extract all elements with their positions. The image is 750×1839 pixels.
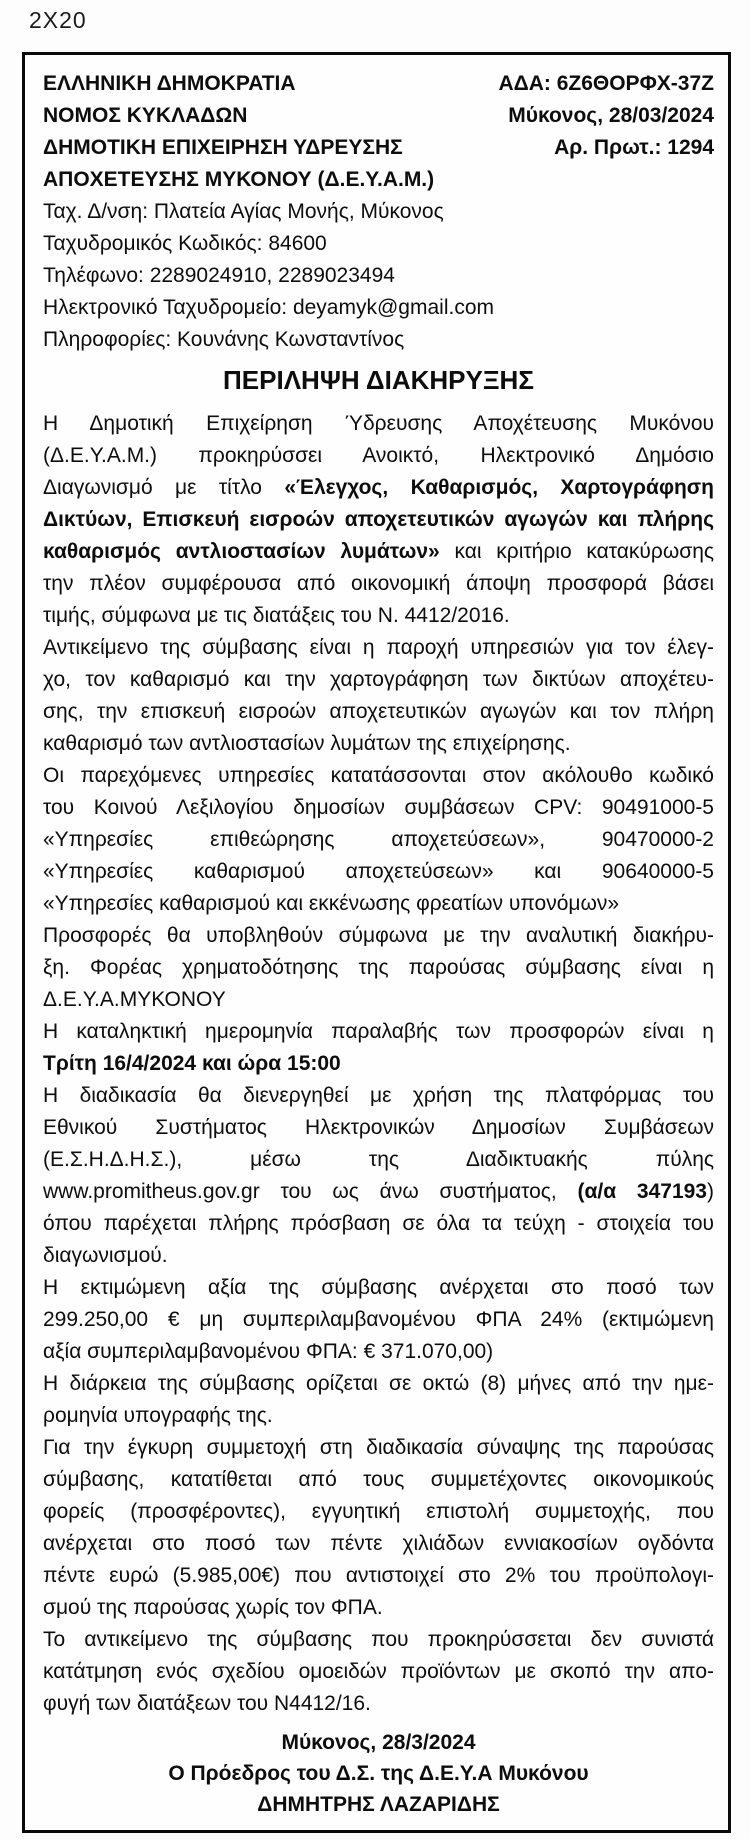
document-title: ΠΕΡΙΛΗΨΗ ΔΙΑΚΗΡΥΞΗΣ <box>223 365 534 395</box>
text-segment: Η καταληκτική ημερομηνία παραλαβής των προσφορών είναι η <box>43 1020 714 1043</box>
body-line <box>43 792 714 824</box>
document-body <box>43 408 714 1720</box>
text-segment: Η εκτιμώμενη αξία της σύμβασης ανέρχεται στο ποσό των <box>43 1276 714 1299</box>
body-line <box>43 1272 714 1304</box>
body-line <box>43 1112 714 1144</box>
body-line <box>43 568 714 600</box>
contact-line: Ταχυδρομικός Κωδικός: 84600 <box>43 232 327 255</box>
closing-line: Ο Πρόεδρος του Δ.Σ. της Δ.Ε.Υ.Α Μυκόνου <box>168 1762 589 1785</box>
text-segment: διαγωνισμού. <box>43 1244 168 1267</box>
text-segment: Δικτύων, Επισκευή εισροών αποχετευτικών αγωγών και πλήρης <box>43 508 714 531</box>
text-segment: Η διάρκεια της σύμβασης ορίζεται σε οκτώ (8) μήνες από την ημε- <box>43 1372 714 1395</box>
text-segment: αξία συμπεριλαμβανομένου ΦΠΑ: € 371.070,00) <box>43 1340 494 1363</box>
text-segment: ανέρχεται στο ποσό των πέντε χιλιάδων εννιακοσίων ογδόντα <box>43 1532 714 1555</box>
body-line <box>43 440 714 472</box>
text-segment: τιμής, σύμφωνα με τις διατάξεις του Ν. 4412/2016. <box>43 604 510 627</box>
letterhead <box>43 68 714 196</box>
letterhead-meta-line: ΑΔΑ: 6Ζ6ΘΟΡΦΧ-37Ζ <box>498 72 714 95</box>
text-segment: Αντικείμενο της σύμβασης είναι η παροχή υπηρεσιών για τον έλεγ- <box>43 636 714 659</box>
body-line <box>43 408 714 440</box>
text-segment: πέντε ευρώ (5.985,00€) που αντιστοιχεί στο 2% του προϋπολογι- <box>43 1564 714 1587</box>
text-segment: «Υπηρεσίες καθαρισμού αποχετεύσεων» και 90640000-5 <box>43 860 714 883</box>
body-line <box>43 1496 714 1528</box>
text-segment: και κριτήριο κατακύρωσης <box>439 540 714 563</box>
page-label: 2X20 <box>29 7 87 33</box>
text-segment: ρομηνία υπογραφής της. <box>43 1404 273 1427</box>
body-line <box>43 1240 714 1272</box>
text-segment: Εθνικού Συστήματος Ηλεκτρονικών Δημοσίων Συμβάσεων <box>43 1116 714 1139</box>
letterhead-org-line: ΔΗΜΟΤΙΚΗ ΕΠΙΧΕΙΡΗΣΗ ΥΔΡΕΥΣΗΣ <box>43 136 403 159</box>
body-line <box>43 1176 714 1208</box>
letterhead-meta <box>498 68 714 164</box>
body-line <box>43 664 714 696</box>
text-segment: καθαρισμό των αντλιοστασίων λυμάτων της επιχείρησης. <box>43 732 571 755</box>
body-line <box>43 920 714 952</box>
text-segment: «Υπηρεσίες καθαρισμού και εκκένωσης φρεατίων υπονόμων» <box>43 892 620 915</box>
body-line <box>43 1592 714 1624</box>
text-segment: Προσφορές θα υποβληθούν σύμφωνα με την αναλυτική διακήρυ- <box>43 924 714 947</box>
closing-block <box>43 1727 714 1820</box>
body-line <box>43 1016 714 1048</box>
text-segment: (Ε.Σ.Η.Δ.Η.Σ.), μέσω της Διαδικτυακής πύλης <box>43 1148 714 1171</box>
text-segment: Τρίτη 16/4/2024 και ώρα 15:00 <box>43 1052 341 1075</box>
body-line <box>43 632 714 664</box>
text-segment: Δ.Ε.Υ.Α.ΜΥΚΟΝΟΥ <box>43 988 226 1011</box>
text-segment: ξη. Φορέας χρηματοδότησης της παρούσας σύμβασης είναι η <box>43 956 714 979</box>
contact-line: Ταχ. Δ/νση: Πλατεία Αγίας Μονής, Μύκονος <box>43 200 444 223</box>
body-line <box>43 888 714 920</box>
body-line <box>43 1048 714 1080</box>
text-segment: Για την έγκυρη συμμετοχή στη διαδικασία σύναψης της παρούσας <box>43 1436 714 1459</box>
body-line <box>43 1144 714 1176</box>
letterhead-org-line: ΝΟΜΟΣ ΚΥΚΛΑΔΩΝ <box>43 104 248 127</box>
body-line <box>43 472 714 504</box>
contact-line: Ηλεκτρονικό Ταχυδρομείο: deyamyk@gmail.com <box>43 296 494 319</box>
body-line <box>43 1688 714 1720</box>
body-line <box>43 696 714 728</box>
text-segment: σμού της παρούσας χωρίς τον ΦΠΑ. <box>43 1596 383 1619</box>
text-segment: www.promitheus.gov.gr του ως άνω συστήματος, <box>43 1180 578 1203</box>
text-segment: όπου παρέχεται πλήρης πρόσβαση σε όλα τα τεύχη - στοιχεία του <box>43 1212 714 1235</box>
body-line <box>43 1624 714 1656</box>
body-line <box>43 1464 714 1496</box>
text-segment: (α/α 347193 <box>577 1180 707 1203</box>
closing-line: Μύκονος, 28/3/2024 <box>281 1731 476 1754</box>
body-line <box>43 1336 714 1368</box>
body-line <box>43 1560 714 1592</box>
body-line <box>43 760 714 792</box>
body-line <box>43 856 714 888</box>
text-segment: φορείς (προσφέροντες), εγγυητική επιστολή συμμετοχής, που <box>43 1500 714 1523</box>
text-segment: κατάτμηση ενός σχεδίου ομοειδών προϊόντων με σκοπό την απο- <box>43 1660 714 1683</box>
body-line <box>43 1528 714 1560</box>
text-segment: του Κοινού Λεξιλογίου δημοσίων συμβάσεων CPV: 90491000-5 <box>43 796 714 819</box>
body-line <box>43 1368 714 1400</box>
letterhead-org-line: ΕΛΛΗΝΙΚΗ ΔΗΜΟΚΡΑΤΙΑ <box>43 72 296 95</box>
letterhead-meta-line: Μύκονος, 28/03/2024 <box>508 104 714 127</box>
body-line <box>43 984 714 1016</box>
body-line <box>43 1208 714 1240</box>
text-segment: χο, τον καθαρισμό και την χαρτογράφηση των δικτύων αποχέτευ- <box>43 668 714 691</box>
body-line <box>43 600 714 632</box>
body-line <box>43 728 714 760</box>
text-segment: «Έλεγχος, Καθαρισμός, Χαρτογράφηση <box>284 476 714 499</box>
contact-line: Πληροφορίες: Κουνάνης Κωνσταντίνος <box>43 328 405 351</box>
body-line <box>43 1656 714 1688</box>
text-segment: φυγή των διατάξεων του Ν4412/16. <box>43 1692 371 1715</box>
contact-line: Τηλέφωνο: 2289024910, 2289023494 <box>43 264 395 287</box>
body-line <box>43 824 714 856</box>
document-box <box>22 52 731 1833</box>
text-segment: 299.250,00 € μη συμπεριλαμβανομένου ΦΠΑ 24% (εκτιμώμενη <box>43 1308 714 1331</box>
text-segment: «Υπηρεσίες επιθεώρησης αποχετεύσεων», 90470000-2 <box>43 828 714 851</box>
text-segment: Οι παρεχόμενες υπηρεσίες κατατάσσονται στον ακόλουθο κωδικό <box>43 764 714 787</box>
text-segment: Διαγωνισμό με τίτλο <box>43 476 285 499</box>
text-segment: (Δ.Ε.Υ.Α.Μ.) προκηρύσσει Ανοικτό, Ηλεκτρονικό Δημόσιο <box>43 444 714 467</box>
letterhead-org-line: ΑΠΟΧΕΤΕΥΣΗΣ ΜΥΚΟΝΟΥ (Δ.Ε.Υ.Α.Μ.) <box>43 168 435 191</box>
body-line <box>43 1400 714 1432</box>
text-segment: Η Δημοτική Επιχείρηση Ύδρευσης Αποχέτευσης Μυκόνου <box>43 412 714 435</box>
text-segment: σης, την επισκευή εισροών αποχετευτικών αγωγών και τον πλήρη <box>43 700 714 723</box>
body-line <box>43 504 714 536</box>
text-segment: σύμβασης, κατατίθεται από τους συμμετέχοντες οικονομικούς <box>43 1468 714 1491</box>
text-segment: Η διαδικασία θα διενεργηθεί με χρήση της πλατφόρμας του <box>43 1084 714 1107</box>
letterhead-org <box>43 68 434 196</box>
body-line <box>43 1432 714 1464</box>
text-segment: Το αντικείμενο της σύμβασης που προκηρύσσεται δεν συνιστά <box>43 1628 714 1651</box>
contact-info <box>43 196 714 356</box>
body-line <box>43 1080 714 1112</box>
text-segment: καθαρισμός αντλιοστασίων λυμάτων» <box>43 540 440 563</box>
body-line <box>43 536 714 568</box>
closing-line: ΔΗΜΗΤΡΗΣ ΛΑΖΑΡΙΔΗΣ <box>257 1793 500 1816</box>
body-line <box>43 952 714 984</box>
text-segment: την πλέον συμφέρουσα από οικονομική άποψη προσφορά βάσει <box>43 572 714 595</box>
body-line <box>43 1304 714 1336</box>
letterhead-meta-line: Αρ. Πρωτ.: 1294 <box>554 136 714 159</box>
text-segment: ) <box>707 1180 714 1203</box>
